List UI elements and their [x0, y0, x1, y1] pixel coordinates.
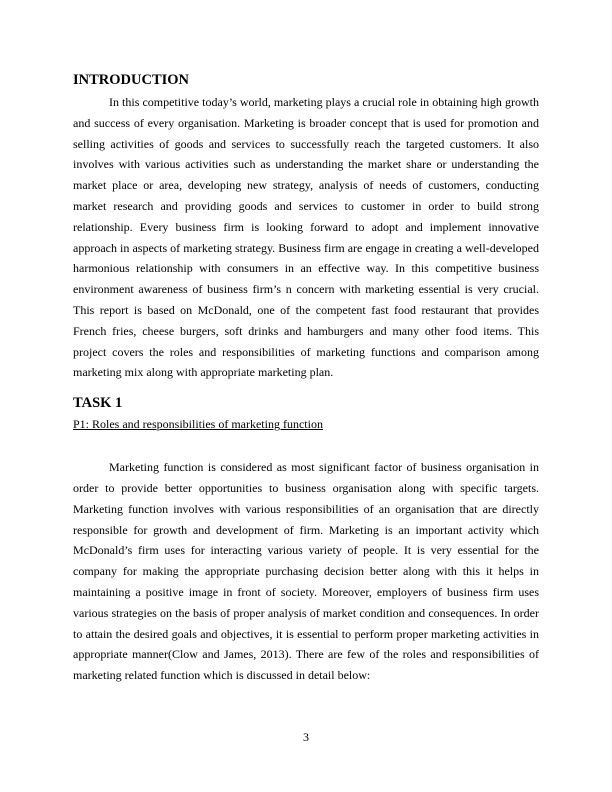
- introduction-paragraph: In this competitive today’s world, marketing plays a crucial role in obtaining high growth and success of every organisation. Marketing is broader concept that is used for promotion and selling activities of goods and services to successfully reach the targeted customers. It also involves with various activities such as understanding the market share or understanding the market place or area, developing new strategy, analysis of needs of customers, conducting market research and providing goods and services to customer in order to build strong relationship. Every business firm is looking forward to adopt and implement innovative approach in aspects of marketing strategy. Business firm are engage in creating a well-developed harmonious relationship with consumers in an effective way. In this competitive business environment awareness of business firm’s n concern with marketing essential is very crucial. This report is based on McDonald, one of the competent fast food restaurant that provides French fries, cheese burgers, soft drinks and hamburgers and many other food items. This project covers the roles and responsibilities of marketing functions and comparison among marketing mix along with appropriate marketing plan.: [73, 95, 539, 380]
- task1-heading: TASK 1: [73, 395, 123, 412]
- task1-subheading: P1: Roles and responsibilities of marketing function: [73, 417, 323, 432]
- page-number: 3: [303, 730, 309, 744]
- task1-paragraph: Marketing function is considered as most significant factor of business organisation in order to provide better opportunities to business organisation along with specific targets. Marketing function involves with various responsibilities of an organisation that are directly responsible for growth and development of firm. Marketing is an important activity which McDonald’s firm uses for interacting various variety of people. It is very essential for the company for making the appropriate purchasing decision better along with this it helps in maintaining a positive image in front of society. Moreover, employers of business firm uses various strategies on the basis of proper analysis of market condition and consequences. In order to attain the desired goals and objectives, it is essential to perform proper marketing activities in appropriate manner(Clow and James, 2013). There are few of the roles and responsibilities of marketing related function which is discussed in detail below:: [73, 460, 539, 683]
- page-content: [73, 70, 539, 686]
- introduction-heading: INTRODUCTION: [73, 72, 190, 88]
